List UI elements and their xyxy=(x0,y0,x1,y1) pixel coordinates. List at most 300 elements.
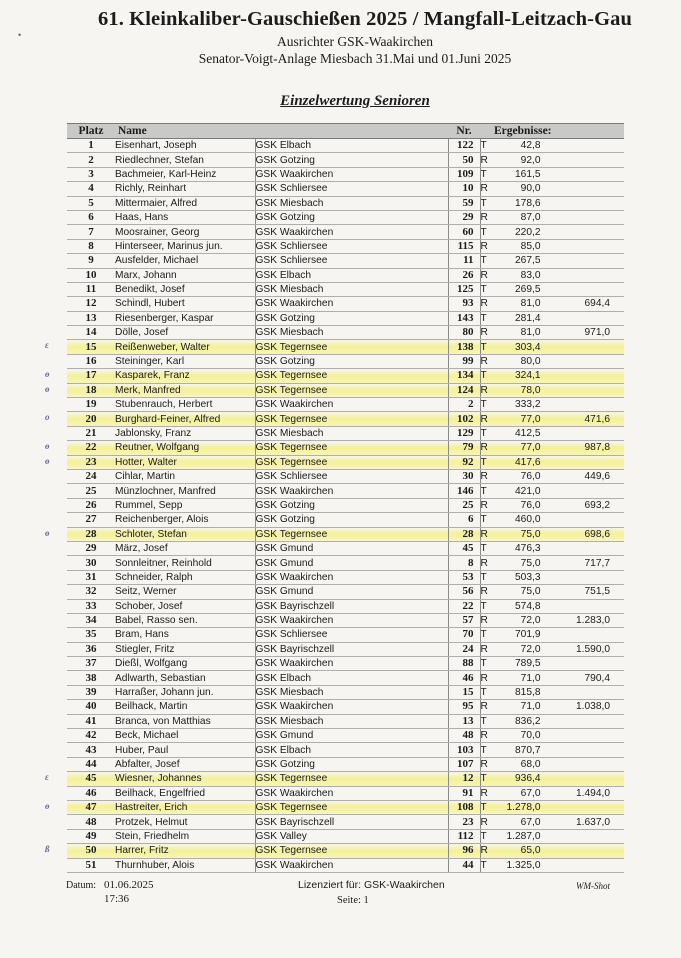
discipline-code: T xyxy=(480,773,487,785)
score-value: 65,0 xyxy=(520,845,541,857)
name-cell: Münzlochner, Manfred xyxy=(115,484,255,498)
name-cell: Marx, Johann xyxy=(115,268,255,282)
total-cell: 790,4 xyxy=(550,671,624,685)
result-cell xyxy=(480,383,550,397)
score-value: 83,0 xyxy=(520,269,541,281)
discipline-code: R xyxy=(480,701,488,713)
place-cell: 19 xyxy=(67,398,115,412)
nr-cell: 48 xyxy=(448,729,480,743)
name-cell: Schneider, Ralph xyxy=(115,570,255,584)
score-value: 1.278,0 xyxy=(506,802,541,814)
result-cell xyxy=(480,455,550,469)
table-row xyxy=(67,412,624,426)
score-value: 72,0 xyxy=(520,643,541,655)
nr-cell: 124 xyxy=(448,383,480,397)
score-value: 75,0 xyxy=(520,528,541,540)
club-cell: GSK Tegernsee xyxy=(255,369,448,383)
nr-cell: 102 xyxy=(448,412,480,426)
name-cell: Seitz, Werner xyxy=(115,585,255,599)
nr-cell: 143 xyxy=(448,311,480,325)
place-cell: 27 xyxy=(67,513,115,527)
table-row xyxy=(67,570,624,584)
score-value: 333,2 xyxy=(515,399,541,411)
total-cell xyxy=(550,800,624,814)
result-cell xyxy=(480,541,550,555)
place-cell: 44 xyxy=(67,757,115,771)
result-cell xyxy=(480,311,550,325)
name-cell: Reichenberger, Alois xyxy=(115,513,255,527)
discipline-code: R xyxy=(480,586,488,598)
club-cell: GSK Valley xyxy=(255,829,448,843)
score-value: 80,0 xyxy=(520,356,541,368)
discipline-code: R xyxy=(480,528,488,540)
table-row xyxy=(67,642,624,656)
discipline-code: R xyxy=(480,384,488,396)
nr-cell: 22 xyxy=(448,599,480,613)
total-cell xyxy=(550,369,624,383)
nr-cell: 138 xyxy=(448,340,480,354)
brand-mark: WM-Shot xyxy=(576,881,610,891)
score-value: 220,2 xyxy=(515,226,541,238)
name-cell: Eisenhart, Joseph xyxy=(115,139,255,153)
total-cell xyxy=(550,426,624,440)
total-cell xyxy=(550,182,624,196)
table-row xyxy=(67,743,624,757)
name-cell: Ausfelder, Michael xyxy=(115,254,255,268)
place-cell: 10 xyxy=(67,268,115,282)
place-cell: 9 xyxy=(67,254,115,268)
place-cell: 32 xyxy=(67,585,115,599)
discipline-code: R xyxy=(480,643,488,655)
score-value: 303,4 xyxy=(515,341,541,353)
name-cell: Jablonsky, Franz xyxy=(115,426,255,440)
score-value: 503,3 xyxy=(515,571,541,583)
nr-cell: 146 xyxy=(448,484,480,498)
discipline-code: R xyxy=(480,356,488,368)
nr-cell: 70 xyxy=(448,628,480,642)
score-value: 87,0 xyxy=(520,212,541,224)
pen-mark: ɵ xyxy=(45,383,50,394)
total-cell: 1.590,0 xyxy=(550,642,624,656)
club-cell: GSK Tegernsee xyxy=(255,455,448,469)
club-cell: GSK Waakirchen xyxy=(255,398,448,412)
total-cell xyxy=(550,844,624,858)
name-cell: Reutner, Wolfgang xyxy=(115,441,255,455)
nr-cell: 79 xyxy=(448,441,480,455)
club-cell: GSK Gotzing xyxy=(255,498,448,512)
club-cell: GSK Elbach xyxy=(255,671,448,685)
place-cell: 31 xyxy=(67,570,115,584)
nr-cell: 57 xyxy=(448,613,480,627)
total-cell: 693,2 xyxy=(550,498,624,512)
club-cell: GSK Bayrischzell xyxy=(255,815,448,829)
name-cell: Huber, Paul xyxy=(115,743,255,757)
name-cell: Stein, Friedhelm xyxy=(115,829,255,843)
result-cell xyxy=(480,254,550,268)
table-row xyxy=(67,786,624,800)
club-cell: GSK Miesbach xyxy=(255,714,448,728)
total-cell xyxy=(550,757,624,771)
place-cell: 3 xyxy=(67,167,115,181)
score-value: 92,0 xyxy=(520,154,541,166)
name-cell: Stubenrauch, Herbert xyxy=(115,398,255,412)
score-value: 75,0 xyxy=(520,557,541,569)
club-cell: GSK Miesbach xyxy=(255,426,448,440)
result-cell xyxy=(480,139,550,153)
club-cell: GSK Gotzing xyxy=(255,153,448,167)
name-cell: Riesenberger, Kaspar xyxy=(115,311,255,325)
name-cell: Bachmeier, Karl-Heinz xyxy=(115,167,255,181)
club-cell: GSK Tegernsee xyxy=(255,441,448,455)
place-cell: 39 xyxy=(67,685,115,699)
nr-cell: 29 xyxy=(448,210,480,224)
place-cell: 4 xyxy=(67,182,115,196)
section-title: Einzelwertung Senioren xyxy=(280,93,430,109)
discipline-code: T xyxy=(480,859,487,871)
score-value: 67,0 xyxy=(520,787,541,799)
discipline-code: R xyxy=(480,730,488,742)
club-cell: GSK Waakirchen xyxy=(255,167,448,181)
table-row xyxy=(67,556,624,570)
total-cell: 751,5 xyxy=(550,585,624,599)
result-cell xyxy=(480,815,550,829)
name-cell: Haas, Hans xyxy=(115,210,255,224)
score-value: 72,0 xyxy=(520,615,541,627)
club-cell: GSK Tegernsee xyxy=(255,772,448,786)
name-cell: Schober, Josef xyxy=(115,599,255,613)
score-value: 161,5 xyxy=(515,168,541,180)
table-row xyxy=(67,268,624,282)
nr-cell: 24 xyxy=(448,642,480,656)
table-row xyxy=(67,326,624,340)
table-row xyxy=(67,527,624,541)
nr-cell: 44 xyxy=(448,858,480,872)
discipline-code: T xyxy=(480,168,487,180)
place-cell: 20 o xyxy=(67,412,115,426)
discipline-code: T xyxy=(480,571,487,583)
total-cell xyxy=(550,340,624,354)
place-cell: 35 xyxy=(67,628,115,642)
column-header-place: Platz xyxy=(67,124,115,139)
club-cell: GSK Waakirchen xyxy=(255,613,448,627)
total-cell xyxy=(550,139,624,153)
result-cell xyxy=(480,469,550,483)
nr-cell: 122 xyxy=(448,139,480,153)
place-cell: 2 xyxy=(67,153,115,167)
name-cell: Harraßer, Johann jun. xyxy=(115,685,255,699)
name-cell: Kasparek, Franz xyxy=(115,369,255,383)
table-row xyxy=(67,182,624,196)
score-value: 701,9 xyxy=(515,629,541,641)
score-value: 42,8 xyxy=(520,140,541,152)
table-row xyxy=(67,671,624,685)
venue-line: Senator-Voigt-Anlage Miesbach 31.Mai und 01.Juni 2025 xyxy=(198,51,512,66)
nr-cell: 2 xyxy=(448,398,480,412)
nr-cell: 28 xyxy=(448,527,480,541)
nr-cell: 46 xyxy=(448,671,480,685)
nr-cell: 30 xyxy=(448,469,480,483)
results-table xyxy=(45,123,624,873)
table-row xyxy=(67,383,624,397)
result-cell xyxy=(480,628,550,642)
total-cell xyxy=(550,570,624,584)
table-row xyxy=(67,772,624,786)
name-cell: Abfalter, Josef xyxy=(115,757,255,771)
score-value: 71,0 xyxy=(520,672,541,684)
result-cell xyxy=(480,844,550,858)
score-value: 412,5 xyxy=(515,428,541,439)
total-cell: 1.038,0 xyxy=(550,700,624,714)
place-cell: 48 xyxy=(67,815,115,829)
nr-cell: 60 xyxy=(448,225,480,239)
table-body xyxy=(45,139,624,873)
total-cell xyxy=(550,772,624,786)
score-value: 267,5 xyxy=(515,255,541,267)
name-cell: Beilhack, Engelfried xyxy=(115,786,255,800)
table-header-row xyxy=(67,124,624,139)
score-value: 75,0 xyxy=(520,586,541,598)
name-cell: Beilhack, Martin xyxy=(115,700,255,714)
table-row xyxy=(67,829,624,843)
score-value: 85,0 xyxy=(520,240,541,252)
table-row xyxy=(67,729,624,743)
discipline-code: R xyxy=(480,183,488,195)
table-row xyxy=(67,369,624,383)
table-row xyxy=(67,541,624,555)
club-cell: GSK Miesbach xyxy=(255,282,448,296)
discipline-code: T xyxy=(480,744,487,756)
name-cell: Moosrainer, Georg xyxy=(115,225,255,239)
total-cell: 987,8 xyxy=(550,441,624,455)
place-cell: 38 xyxy=(67,671,115,685)
total-cell xyxy=(550,167,624,181)
name-cell: Sonnleitner, Reinhold xyxy=(115,556,255,570)
place-cell: 23 ɵ xyxy=(67,455,115,469)
column-header-nr: Nr. xyxy=(448,124,480,139)
table-row xyxy=(67,167,624,181)
name-cell: Rummel, Sepp xyxy=(115,498,255,512)
result-cell xyxy=(480,527,550,541)
name-cell: Schloter, Stefan xyxy=(115,527,255,541)
club-cell: GSK Elbach xyxy=(255,139,448,153)
club-cell: GSK Elbach xyxy=(255,268,448,282)
score-value: 789,5 xyxy=(515,658,541,670)
discipline-code: R xyxy=(480,471,488,483)
total-cell xyxy=(550,282,624,296)
result-cell xyxy=(480,513,550,527)
total-cell xyxy=(550,210,624,224)
total-cell xyxy=(550,743,624,757)
name-cell: Beck, Michael xyxy=(115,729,255,743)
total-cell xyxy=(550,383,624,397)
place-cell: 21 xyxy=(67,426,115,440)
result-cell xyxy=(480,369,550,383)
table-row xyxy=(67,714,624,728)
club-cell: GSK Gmund xyxy=(255,729,448,743)
place-cell: 14 xyxy=(67,326,115,340)
place-cell: 34 xyxy=(67,613,115,627)
place-cell: 6 xyxy=(67,210,115,224)
nr-cell: 6 xyxy=(448,513,480,527)
place-cell: 17 ɵ xyxy=(67,369,115,383)
table-row xyxy=(67,311,624,325)
result-cell xyxy=(480,599,550,613)
table-row xyxy=(67,254,624,268)
name-cell: Harrer, Fritz xyxy=(115,844,255,858)
license-text: Lizenziert für: GSK-Waakirchen xyxy=(298,879,445,891)
nr-cell: 99 xyxy=(448,354,480,368)
result-cell xyxy=(480,729,550,743)
club-cell: GSK Tegernsee xyxy=(255,383,448,397)
total-cell xyxy=(550,225,624,239)
stray-mark: • xyxy=(18,30,22,40)
table-row xyxy=(67,585,624,599)
place-cell: 5 xyxy=(67,196,115,210)
discipline-code: R xyxy=(480,845,488,857)
table-row xyxy=(67,700,624,714)
total-cell xyxy=(550,311,624,325)
nr-cell: 15 xyxy=(448,685,480,699)
score-value: 460,0 xyxy=(515,514,541,526)
club-cell: GSK Waakirchen xyxy=(255,858,448,872)
nr-cell: 115 xyxy=(448,239,480,253)
score-value: 70,0 xyxy=(520,730,541,742)
place-cell: 15 ɛ xyxy=(67,340,115,354)
total-cell xyxy=(550,657,624,671)
total-cell xyxy=(550,239,624,253)
club-cell: GSK Waakirchen xyxy=(255,786,448,800)
pen-mark: o xyxy=(45,412,50,423)
club-cell: GSK Waakirchen xyxy=(255,700,448,714)
result-cell xyxy=(480,642,550,656)
table-row xyxy=(67,282,624,296)
score-value: 67,0 xyxy=(520,816,541,828)
discipline-code: T xyxy=(480,428,487,439)
place-cell: 33 xyxy=(67,599,115,613)
nr-cell: 25 xyxy=(448,498,480,512)
table-row xyxy=(67,469,624,483)
result-cell xyxy=(480,441,550,455)
name-cell: Reißenweber, Walter xyxy=(115,340,255,354)
discipline-code: T xyxy=(480,140,487,152)
table-row xyxy=(67,815,624,829)
score-value: 81,0 xyxy=(520,327,541,339)
nr-cell: 12 xyxy=(448,772,480,786)
table-row xyxy=(67,513,624,527)
place-cell: 22 ɵ xyxy=(67,441,115,455)
score-value: 324,1 xyxy=(515,370,541,382)
score-value: 76,0 xyxy=(520,499,541,511)
page-number: Seite: 1 xyxy=(337,895,369,906)
place-cell: 41 xyxy=(67,714,115,728)
result-cell xyxy=(480,671,550,685)
result-cell xyxy=(480,297,550,311)
table-row xyxy=(67,153,624,167)
club-cell: GSK Gotzing xyxy=(255,210,448,224)
nr-cell: 107 xyxy=(448,757,480,771)
place-cell: 12 xyxy=(67,297,115,311)
club-cell: GSK Tegernsee xyxy=(255,844,448,858)
discipline-code: T xyxy=(480,658,487,670)
discipline-code: R xyxy=(480,758,488,770)
score-value: 178,6 xyxy=(515,197,541,209)
discipline-code: T xyxy=(480,370,487,382)
table-row xyxy=(67,858,624,872)
nr-cell: 45 xyxy=(448,541,480,555)
total-cell: 971,0 xyxy=(550,326,624,340)
club-cell: GSK Miesbach xyxy=(255,196,448,210)
name-cell: Schindl, Hubert xyxy=(115,297,255,311)
club-cell: GSK Schliersee xyxy=(255,254,448,268)
total-cell xyxy=(550,196,624,210)
name-cell: Branca, von Matthias xyxy=(115,714,255,728)
nr-cell: 53 xyxy=(448,570,480,584)
table-row xyxy=(67,628,624,642)
result-cell xyxy=(480,196,550,210)
table-row xyxy=(67,441,624,455)
club-cell: GSK Gotzing xyxy=(255,354,448,368)
result-cell xyxy=(480,398,550,412)
total-cell: 471,6 xyxy=(550,412,624,426)
table-row xyxy=(67,484,624,498)
score-value: 421,0 xyxy=(515,485,541,497)
club-cell: GSK Elbach xyxy=(255,743,448,757)
nr-cell: 93 xyxy=(448,297,480,311)
total-cell xyxy=(550,484,624,498)
result-cell xyxy=(480,282,550,296)
club-cell: GSK Bayrischzell xyxy=(255,599,448,613)
nr-cell: 10 xyxy=(448,182,480,196)
table-row xyxy=(67,426,624,440)
discipline-code: T xyxy=(480,514,487,526)
score-value: 77,0 xyxy=(520,442,541,454)
total-cell xyxy=(550,513,624,527)
club-cell: GSK Bayrischzell xyxy=(255,642,448,656)
table-row xyxy=(67,210,624,224)
discipline-code: R xyxy=(480,499,488,511)
score-value: 574,8 xyxy=(515,600,541,612)
nr-cell: 112 xyxy=(448,829,480,843)
club-cell: GSK Gmund xyxy=(255,541,448,555)
result-cell xyxy=(480,570,550,584)
place-cell: 51 xyxy=(67,858,115,872)
place-cell: 28 ɵ xyxy=(67,527,115,541)
place-cell: 7 xyxy=(67,225,115,239)
discipline-code: R xyxy=(480,816,488,828)
discipline-code: T xyxy=(480,629,487,641)
organizer-line: Ausrichter GSK-Waakirchen xyxy=(277,34,433,49)
table-row xyxy=(67,196,624,210)
discipline-code: T xyxy=(480,830,487,842)
score-value: 476,3 xyxy=(515,543,541,555)
total-cell xyxy=(550,541,624,555)
name-cell: Thurnhuber, Alois xyxy=(115,858,255,872)
club-cell: GSK Schliersee xyxy=(255,469,448,483)
score-value: 417,6 xyxy=(515,456,541,468)
place-cell: 29 xyxy=(67,541,115,555)
name-cell: Benedikt, Josef xyxy=(115,282,255,296)
nr-cell: 125 xyxy=(448,282,480,296)
nr-cell: 80 xyxy=(448,326,480,340)
table-row xyxy=(67,657,624,671)
document-title: 61. Kleinkaliber-Gauschießen 2025 / Mangfall-Leitzach-Gau xyxy=(98,8,632,30)
club-cell: GSK Waakirchen xyxy=(255,570,448,584)
total-cell xyxy=(550,268,624,282)
pen-mark: ɵ xyxy=(45,527,50,538)
place-cell: 25 xyxy=(67,484,115,498)
club-cell: GSK Schliersee xyxy=(255,239,448,253)
club-cell: GSK Tegernsee xyxy=(255,412,448,426)
